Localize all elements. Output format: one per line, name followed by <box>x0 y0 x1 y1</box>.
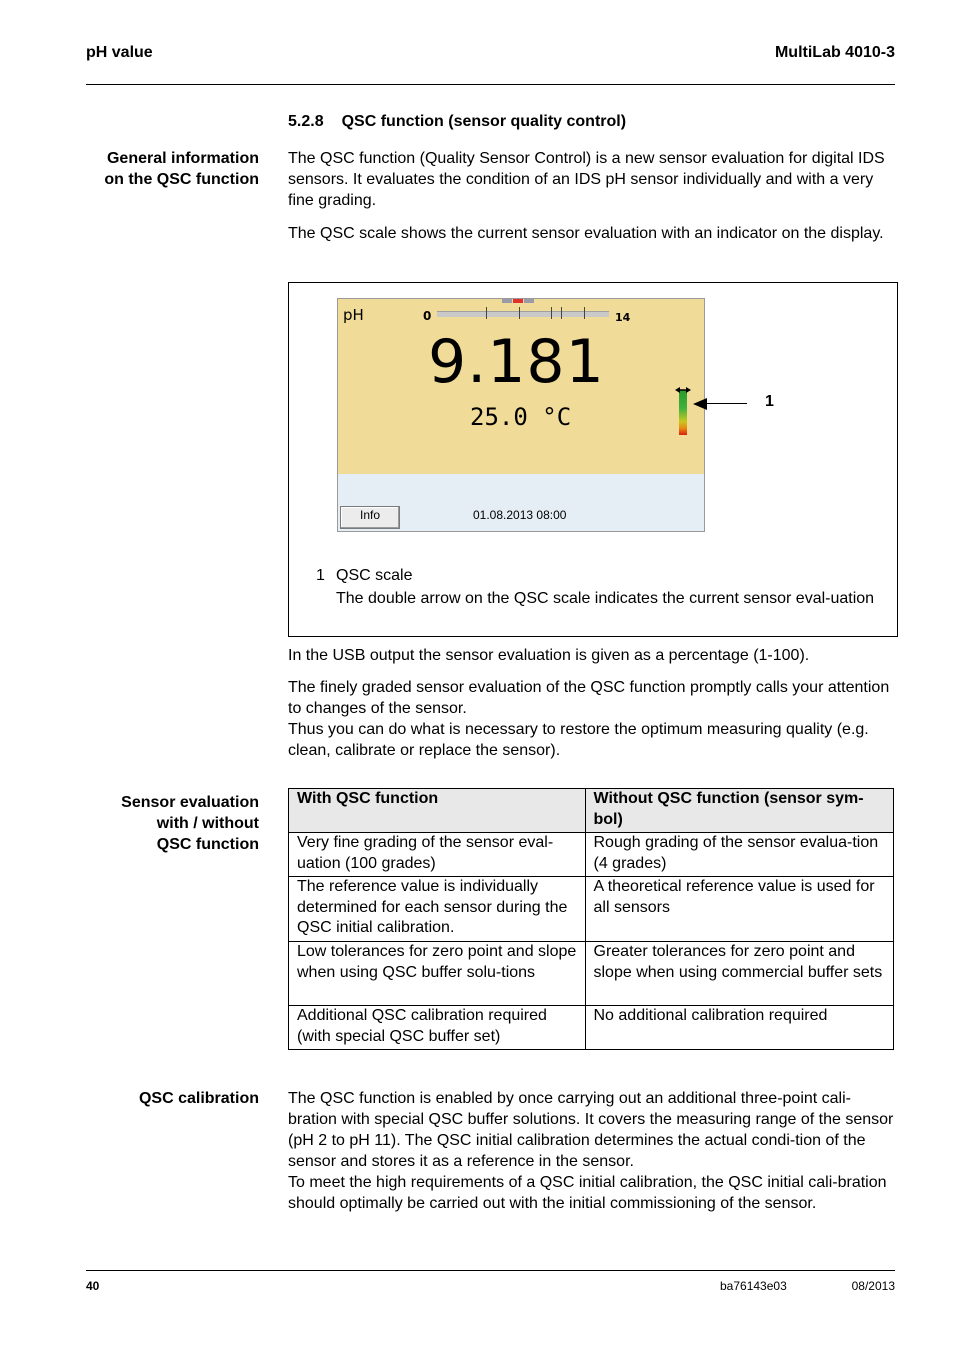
table-cell: Greater tolerances for zero point and slope when using commercial buffer sets <box>585 942 894 1006</box>
general-para-1: The QSC function (Quality Sensor Control) is a new sensor evaluation for digital IDS sensors. It evaluates the condition of an IDS pH sensor individually and with a very fine grading. <box>288 150 885 209</box>
meter-display <box>337 298 705 532</box>
column-header: Without QSC function (sensor sym-bol) <box>585 789 894 833</box>
scale-tick <box>584 307 585 319</box>
comparison-table <box>288 788 894 1050</box>
table-cell: Additional QSC calibration required (with special QSC buffer set) <box>289 1006 586 1050</box>
footer-rule <box>86 1270 895 1271</box>
table-row <box>289 1006 894 1050</box>
scale-marker-gray <box>524 299 534 303</box>
legend-description: The double arrow on the QSC scale indicates the current sensor eval-uation <box>336 590 875 607</box>
document-number: ba76143e03 <box>720 1279 787 1293</box>
side-heading-calibration: QSC calibration <box>138 1090 259 1107</box>
calibration-text: The QSC function is enabled by once carrying out an additional three-point cali-bration with special QSC buffer solutions. It covers the measuring range of the sensor (pH 2 to pH 11). The QSC initial calibration determines the actual condi-tion of the sensor and stores it as a reference in the sensor. To meet the high requirements of a QSC initial calibration, the QSC initial cali-bration should optimally be carried out with the initial commissioning of the sensor. <box>288 1090 894 1212</box>
date-time: 01.08.2013 08:00 <box>473 508 567 522</box>
legend-number: 1 <box>316 567 325 584</box>
table-header-row <box>289 789 894 833</box>
scale-tick <box>486 307 487 319</box>
table-cell: A theoretical reference value is used for all sensors <box>585 877 894 942</box>
side-heading-comparison: Sensor evaluation with / without QSC function <box>121 794 259 853</box>
info-button[interactable]: Info <box>340 506 400 529</box>
document-date: 08/2013 <box>851 1279 895 1293</box>
side-heading-general: General information on the QSC function <box>104 150 259 188</box>
scale-tick <box>519 307 520 319</box>
table-cell: No additional calibration required <box>585 1006 894 1050</box>
ph-reading: 9.181 <box>428 327 605 397</box>
legend-title: QSC scale <box>336 567 413 584</box>
callout-line <box>697 403 747 404</box>
scale-tick <box>561 307 562 319</box>
section-title: QSC function (sensor quality control) <box>341 113 627 130</box>
table-cell: The reference value is individually determined for each sensor during the QSC initial calibration. <box>289 877 586 942</box>
general-para-2: The QSC scale shows the current sensor evaluation with an indicator on the display. <box>288 225 884 242</box>
scale-min-label: 0 <box>423 309 432 323</box>
scale-tick <box>551 307 552 319</box>
table-cell: Rough grading of the sensor evalua-tion (4 grades) <box>585 833 894 877</box>
table-cell: Low tolerances for zero point and slope when using QSC buffer solu-tions <box>289 942 586 1006</box>
table-row <box>289 942 894 1006</box>
page-number: 40 <box>86 1279 100 1293</box>
running-header-right: MultiLab 4010-3 <box>774 44 895 61</box>
fine-grading-text: The finely graded sensor evaluation of the QSC function promptly calls your attention to changes of the sensor. Thus you can do what is necessary to restore the optimum measuring quality (e.g. clean, calibrate or replace the sensor). <box>288 679 890 759</box>
ph-label: pH <box>343 306 364 324</box>
section-heading <box>288 113 626 131</box>
header-rule <box>86 84 895 85</box>
table-row <box>289 833 894 877</box>
usb-text: In the USB output the sensor evaluation is given as a percentage (1-100). <box>288 647 810 664</box>
temperature-reading: 25.0 °C <box>470 403 572 431</box>
general-info-text <box>288 148 896 244</box>
figure-box <box>288 282 898 637</box>
callout-number: 1 <box>765 393 774 410</box>
scale-marker-gray <box>502 299 512 303</box>
section-number: 5.2.8 <box>288 113 324 130</box>
scale-marker-red <box>513 299 523 303</box>
table-cell: Very fine grading of the sensor eval-uation (100 grades) <box>289 833 586 877</box>
column-header: With QSC function <box>289 789 586 833</box>
running-header-left: pH value <box>86 44 153 61</box>
callout-arrow-icon <box>693 398 707 410</box>
table-row <box>289 877 894 942</box>
scale-max-label: 14 <box>615 311 631 324</box>
double-arrow-icon <box>675 386 691 394</box>
qsc-scale-bar <box>679 390 687 435</box>
